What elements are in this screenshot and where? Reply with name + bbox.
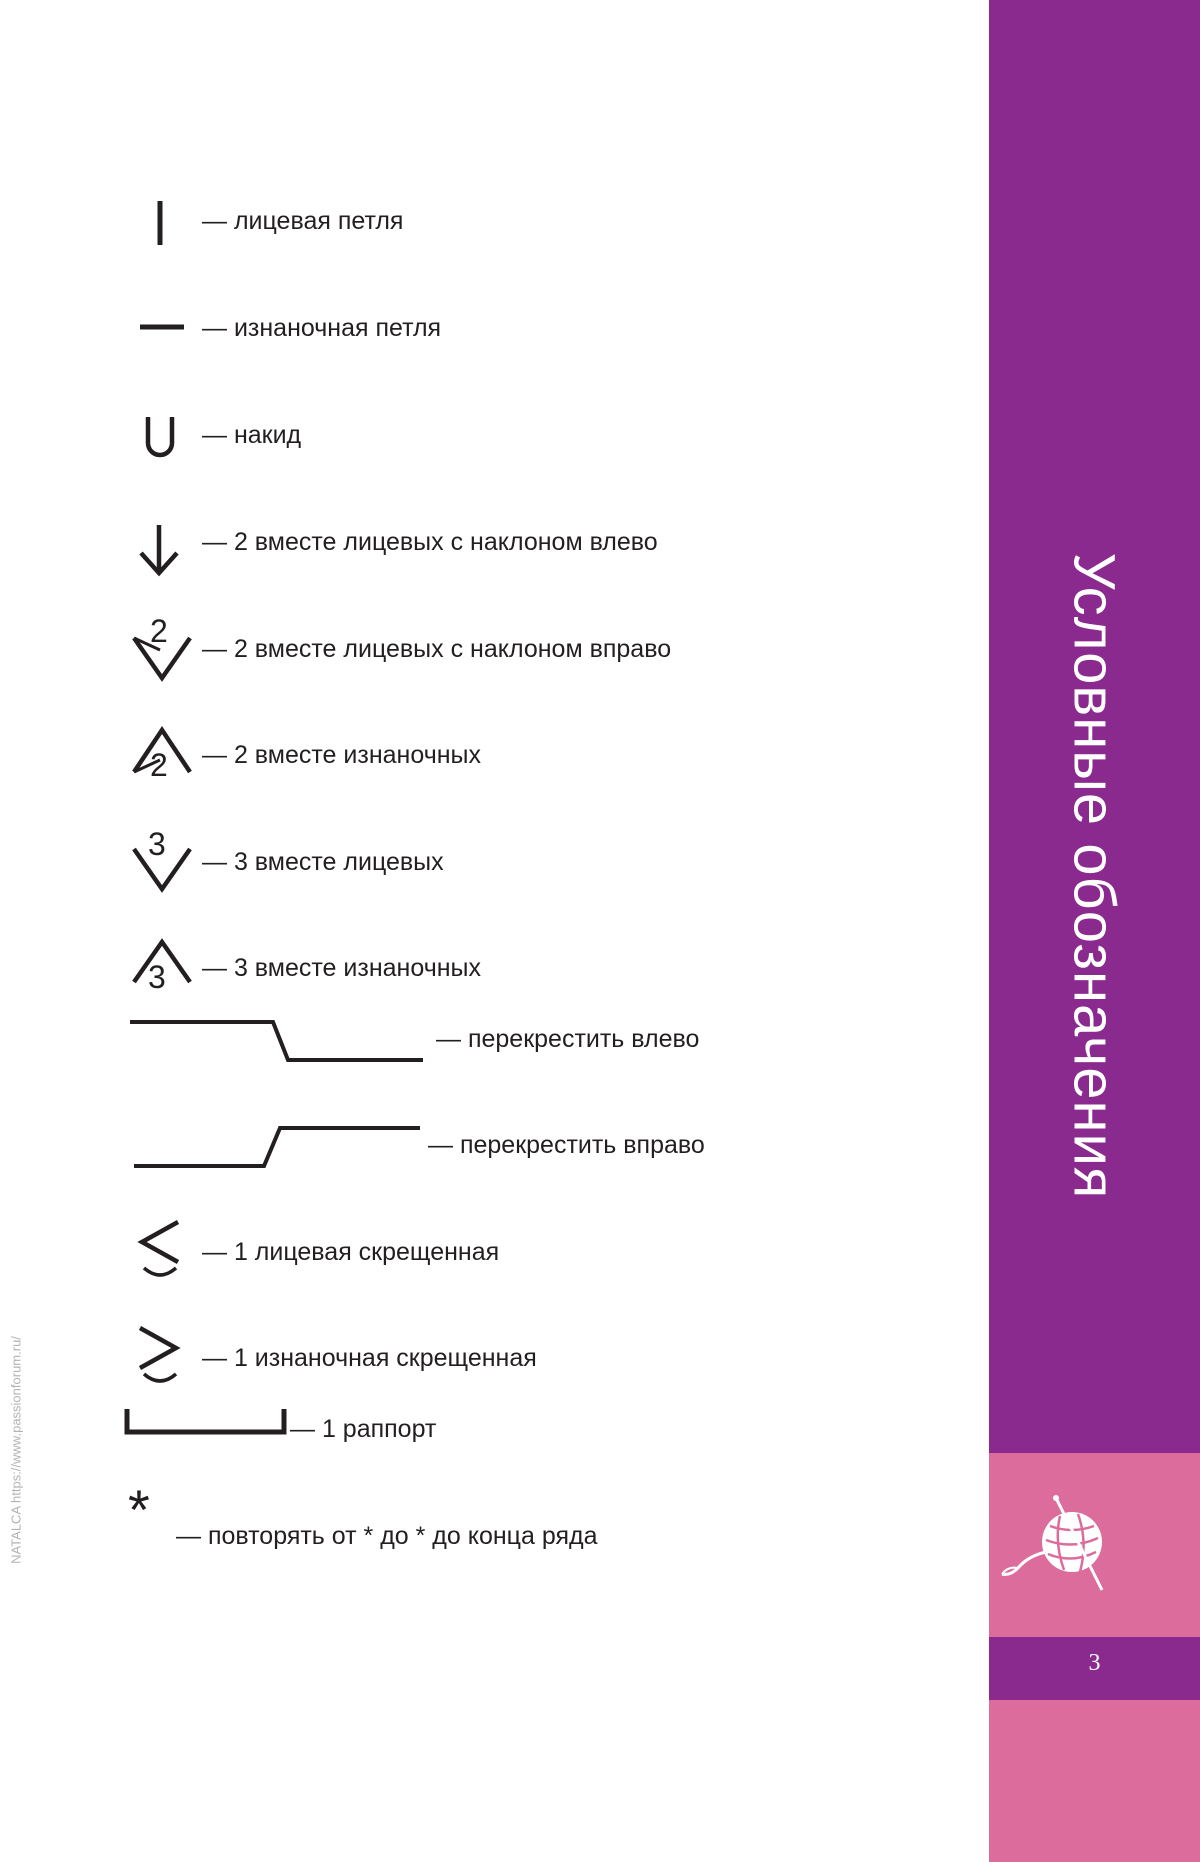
p2tog-icon [130, 720, 196, 782]
legend-item-k3tog: — 3 вместе лицевых [202, 848, 444, 876]
legend-item-p2tog: — 2 вместе изнаночных [202, 741, 482, 769]
repeat-bracket-icon [124, 1407, 288, 1437]
k3tog-icon [130, 826, 196, 895]
page-number: 3 [1088, 1650, 1101, 1676]
down-arrow-icon [136, 523, 182, 577]
cross-left-icon [128, 1018, 428, 1066]
k2tog-right-icon [130, 613, 196, 682]
p3tog-number: 3 [148, 959, 166, 995]
watermark: NATALCA https://www.passionforum.ru/ [8, 1336, 24, 1564]
knit-stitch-icon [150, 199, 170, 247]
legend-item-repeat: — 1 раппорт [290, 1415, 437, 1443]
p3tog-icon [130, 932, 196, 994]
purl-stitch-icon [138, 322, 186, 332]
legend-item-p3tog: — 3 вместе изнаночных [202, 954, 482, 982]
p2tog-number: 2 [150, 747, 168, 783]
sidebar-bottom-band [989, 1700, 1200, 1862]
legend-item-cross-left: — перекрестить влево [436, 1025, 700, 1053]
page-title: Условные обозначения [1061, 552, 1127, 1200]
yarn-ball-with-hook-icon [998, 1490, 1118, 1605]
legend-item-k2tog-right: — 2 вместе лицевых с наклоном вправо [202, 635, 672, 663]
legend-item-cross-right: — перекрестить вправо [428, 1131, 705, 1159]
knit-twisted-icon [134, 1218, 184, 1284]
k3tog-number: 3 [148, 826, 166, 862]
legend-item-asterisk: — повторять от * до * до конца ряда [176, 1522, 598, 1550]
yarn-over-icon [142, 413, 178, 463]
asterisk-icon: * [128, 1478, 150, 1541]
legend-item-knit: — лицевая петля [202, 207, 404, 235]
cross-right-icon [132, 1124, 432, 1172]
legend-item-purl: — изнаночная петля [202, 314, 442, 342]
purl-twisted-icon [134, 1324, 184, 1390]
k2tog-right-number: 2 [150, 613, 168, 649]
legend-item-purl-twisted: — 1 изнаночная скрещенная [202, 1344, 537, 1372]
legend-item-k2tog-left: — 2 вместе лицевых с наклоном влево [202, 528, 658, 556]
legend-item-yarn-over: — накид [202, 421, 302, 449]
legend-item-knit-twisted: — 1 лицевая скрещенная [202, 1238, 500, 1266]
